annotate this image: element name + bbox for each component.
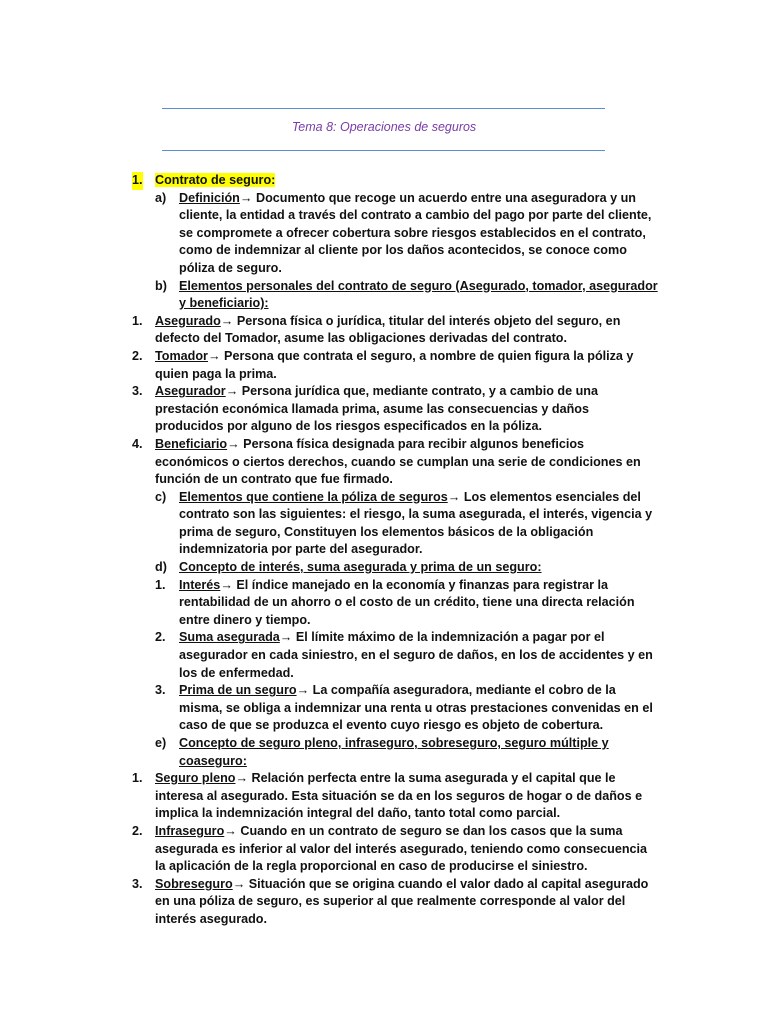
header-rule-bottom xyxy=(162,150,605,151)
header-rule-top xyxy=(162,108,605,109)
list-marker: b) xyxy=(155,278,167,293)
arrow-icon: → xyxy=(225,384,239,399)
page-title: Tema 8: Operaciones de seguros xyxy=(291,120,477,134)
list-marker: 2. xyxy=(132,348,143,363)
list-marker: 3. xyxy=(155,683,166,698)
item-text: Persona física o jurídica, titular del interés objeto del seguro, en defecto del Tomador, asume las obligaciones derivadas del contrato. xyxy=(155,313,621,346)
list-item xyxy=(0,190,768,278)
item-term: Elementos personales del contrato de seguro (Asegurado, tomador, asegurador y beneficiario): xyxy=(179,278,658,311)
item-text: El límite máximo de la indemnización a pagar por el asegurador en cada siniestro, en el seguro de daños, en los de accidentes y en los de enfermedad. xyxy=(179,630,653,680)
list-marker: 3. xyxy=(132,384,143,399)
list-marker: 1. xyxy=(155,577,166,592)
item-term: Suma asegurada xyxy=(179,630,280,645)
list-item xyxy=(0,770,768,823)
item-text: Documento que recoge un acuerdo entre una aseguradora y un cliente, la entidad a través del contrato a cambio del pago por parte del cliente, se compromete a ofrecer cobertura sobre riesgos establecidos en el contrato, como de indemnizar al cliente por los daños acontecidos, se conoce como póliza de seguro. xyxy=(179,190,652,275)
item-term: Asegurado xyxy=(155,313,221,328)
list-item xyxy=(0,383,768,436)
item-term: Interés xyxy=(179,577,221,592)
list-item xyxy=(0,577,768,630)
item-term: Sobreseguro xyxy=(155,876,233,891)
item-term: Definición xyxy=(179,190,240,205)
list-item xyxy=(0,735,768,770)
list-marker: 1. xyxy=(132,771,143,786)
arrow-icon: → xyxy=(220,313,234,328)
list-item xyxy=(0,489,768,559)
item-text: Persona jurídica que, mediante contrato, y a cambio de una prestación económica llamada prima, asume las consecuencias y daños producidos por alguno de los riesgos especificados en la póliza. xyxy=(155,384,598,434)
arrow-icon: → xyxy=(232,876,246,891)
list-item xyxy=(0,278,768,313)
list-marker: e) xyxy=(155,736,167,750)
arrow-icon: → xyxy=(279,630,293,645)
list-marker: a) xyxy=(155,190,167,205)
item-term: Prima de un seguro xyxy=(179,683,297,698)
item-text: Cuando en un contrato de seguro se dan los casos que la suma asegurada es inferior al valor del interés asegurado, teniendo como consecuencia la aplicación de la regla proporcional en caso de producirse el siniestro. xyxy=(155,823,648,874)
list-item xyxy=(0,682,768,735)
arrow-icon: → xyxy=(224,823,237,838)
arrow-icon: → xyxy=(239,190,253,205)
item-text: Persona física designada para recibir algunos beneficios económicos o ciertos derechos, cuando se cumplan una serie de condiciones en función de un contrato que fue firmado. xyxy=(155,436,641,487)
section-number: 1. xyxy=(132,172,143,190)
item-term: Seguro pleno xyxy=(155,771,236,786)
list-item xyxy=(0,559,768,577)
list-marker: 4. xyxy=(132,436,143,451)
arrow-icon: → xyxy=(220,577,233,592)
arrow-icon: → xyxy=(447,489,461,504)
list-item xyxy=(0,313,768,348)
list-marker: d) xyxy=(155,560,167,575)
arrow-icon: → xyxy=(227,436,240,451)
list-marker: c) xyxy=(155,489,167,504)
list-item xyxy=(0,823,768,876)
list-item xyxy=(0,348,768,383)
section-heading xyxy=(0,172,768,190)
item-text: La compañía aseguradora, mediante el cobro de la misma, se obliga a indemnizar una renta u otras prestaciones convenidas en el caso de que se produzca el evento cuyo riesgo es objeto de cobertura. xyxy=(179,683,653,733)
item-term: Beneficiario xyxy=(155,436,228,451)
arrow-icon: → xyxy=(235,771,249,786)
arrow-icon: → xyxy=(207,348,221,363)
list-marker: 2. xyxy=(155,630,166,645)
section-title: Contrato de seguro: xyxy=(155,173,276,187)
item-text: Persona que contrata el seguro, a nombre de quien figura la póliza y quien paga la prima. xyxy=(155,348,634,381)
item-term: Infraseguro xyxy=(155,823,225,838)
item-term: Asegurador xyxy=(155,384,226,399)
list-item xyxy=(0,876,768,929)
list-marker: 1. xyxy=(132,313,143,328)
item-text: Relación perfecta entre la suma asegurada y el capital que le interesa al asegurado. Esta situación se da en los seguros de hogar o de daños e implica la indemnización integral del daño, tanto total como parcial. xyxy=(155,771,643,821)
item-term: Elementos que contiene la póliza de seguros xyxy=(179,489,448,504)
list-item xyxy=(0,629,768,682)
item-text: Situación que se origina cuando el valor dado al capital asegurado en una póliza de seguro, es superior al que realmente corresponde al valor del interés asegurado. xyxy=(155,876,649,926)
list-marker: 3. xyxy=(132,876,143,891)
item-text: El índice manejado en la economía y finanzas para registrar la rentabilidad de un ahorro o el costo de un crédito, tiene una directa relación entre dinero y tiempo. xyxy=(179,577,635,627)
item-list xyxy=(0,190,768,929)
item-text: Los elementos esenciales del contrato son las siguientes: el riesgo, la suma asegurada, el interés, vigencia y prima de seguro, Constituyen los elementos básicos de la obligación indemnizatoria por parte del asegurador. xyxy=(179,489,653,557)
list-item xyxy=(0,436,768,489)
item-term: Tomador xyxy=(155,348,208,363)
arrow-icon: → xyxy=(296,683,310,698)
item-term: Concepto de seguro pleno, infraseguro, sobreseguro, seguro múltiple y coaseguro: xyxy=(179,736,609,768)
list-marker: 2. xyxy=(132,823,143,838)
item-term: Concepto de interés, suma asegurada y prima de un seguro: xyxy=(179,560,542,575)
document-body xyxy=(0,172,768,929)
